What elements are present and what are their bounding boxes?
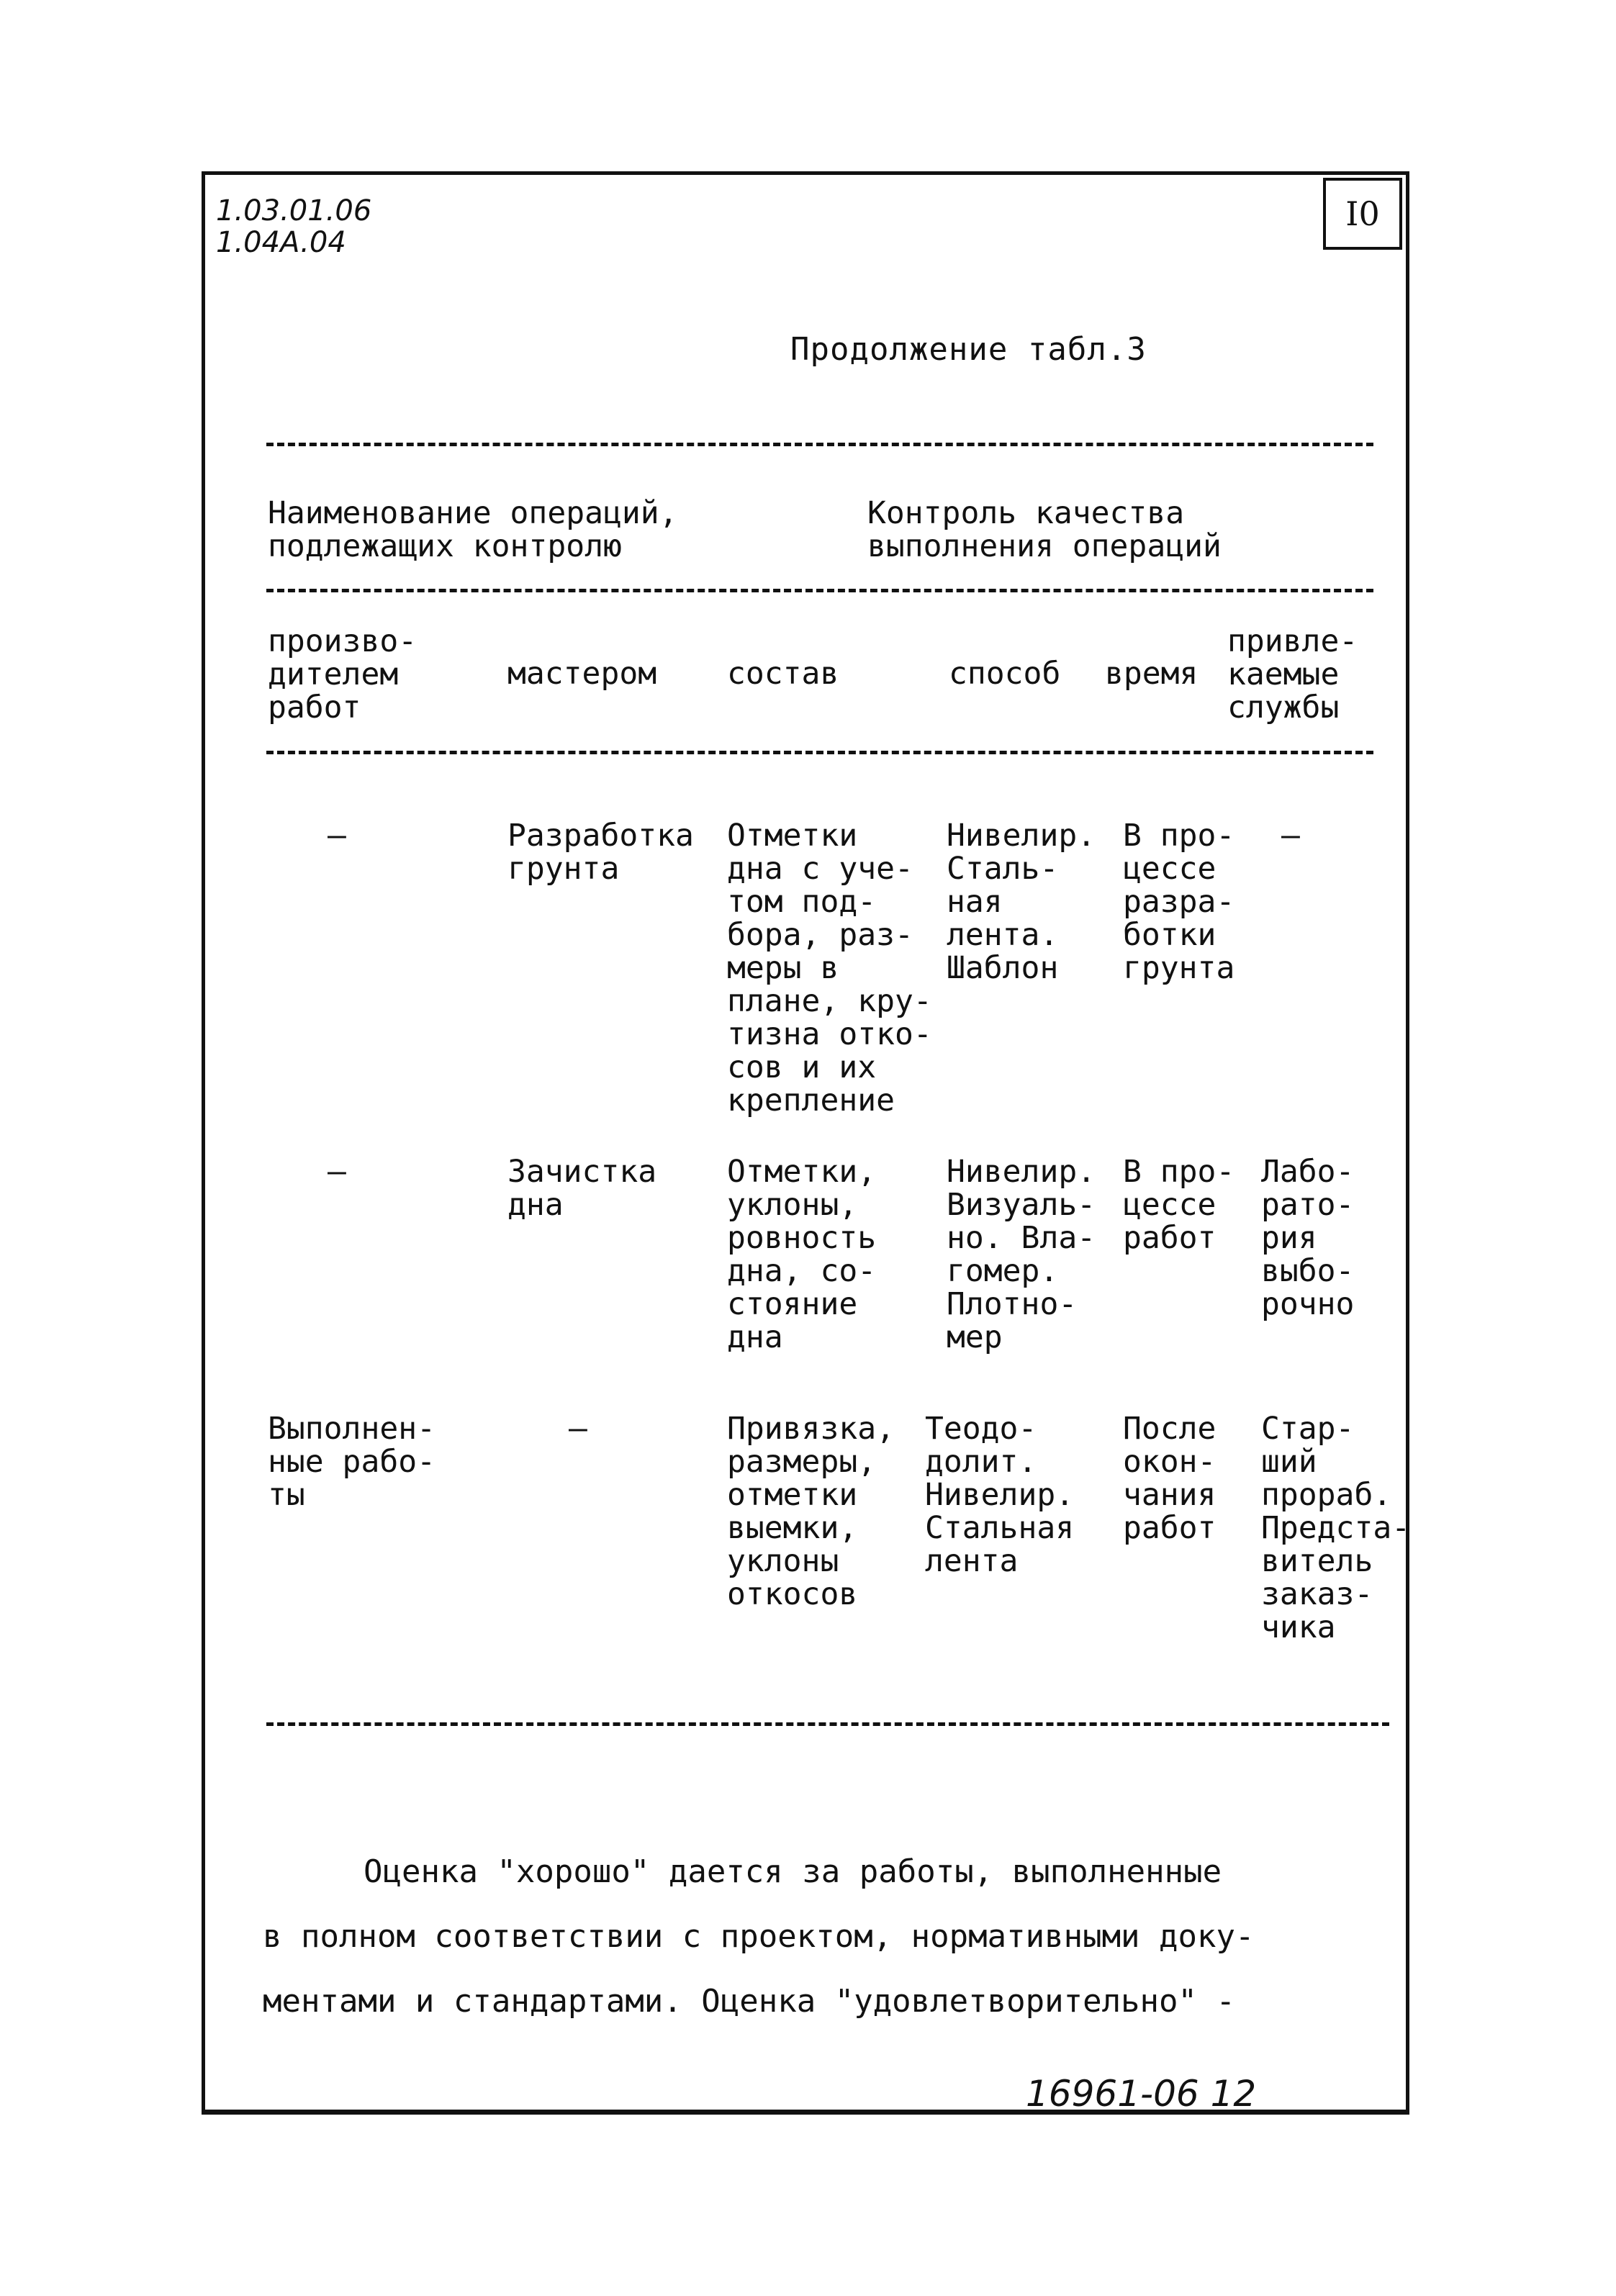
document-code-1: 1.03.01.06 xyxy=(216,194,372,227)
table-caption: Продолжение табл.3 xyxy=(790,331,1147,368)
table-top-rule xyxy=(266,443,1373,446)
table-cell: Зачистка дна xyxy=(507,1154,657,1223)
table-cell: – xyxy=(328,1154,346,1190)
table-cell: В про- цессе работ xyxy=(1123,1154,1235,1256)
table-cell: – xyxy=(1281,818,1300,854)
table-bottom-rule xyxy=(266,1722,1389,1726)
table-cell: Выполнен- ные рабо- ты xyxy=(268,1411,435,1513)
table-cell: – xyxy=(328,818,346,854)
column-header-services: привле- каемые службы xyxy=(1227,623,1358,726)
document-code-2: 1.04A.04 xyxy=(216,226,346,259)
table-columns-rule xyxy=(266,751,1373,754)
table-cell: Отметки дна с уче- том под- бора, раз- меры в плане, кру- тизна отко- сов и их крепление xyxy=(727,818,932,1118)
table-cell: В про- цессе разра- ботки грунта xyxy=(1123,818,1235,986)
page-frame xyxy=(202,171,1409,2115)
column-header-time: время xyxy=(1105,656,1199,692)
paragraph-line: Оценка "хорошо" дается за работы, выполненные xyxy=(364,1853,1222,1890)
column-header-method: способ xyxy=(949,656,1061,692)
table-cell: Нивелир. Сталь- ная лента. Шаблон xyxy=(947,818,1096,986)
paragraph-line: в полном соответствии с проектом, нормативными доку- xyxy=(263,1918,1255,1955)
table-cell: Теодо- долит. Нивелир. Стальная лента xyxy=(925,1411,1075,1579)
table-header-rule xyxy=(266,589,1373,592)
table-cell: Разработка грунта xyxy=(507,818,694,887)
column-header-composition: состав xyxy=(727,656,839,692)
table-cell: Привязка, размеры, отметки выемки, уклоны откосов xyxy=(727,1411,895,1612)
paragraph-line: ментами и стандартами. Оценка "удовлетворительно" - xyxy=(263,1983,1236,2020)
column-header-foreman: мастером xyxy=(507,656,657,692)
page-number: I0 xyxy=(1323,178,1402,250)
table-cell: Лабо- рато- рия выбо- рочно xyxy=(1261,1154,1355,1322)
table-cell: – xyxy=(569,1411,587,1447)
table-cell: Стар- ший прораб. Предста- витель заказ- чика xyxy=(1261,1411,1411,1645)
group-header-quality-control: Контроль качества выполнения операций xyxy=(867,495,1222,564)
column-header-producer: произво- дителем работ xyxy=(268,623,417,726)
table-cell: Отметки, уклоны, ровность дна, со- стояние дна xyxy=(727,1154,877,1355)
group-header-operations: Наименование операций, подлежащих контролю xyxy=(268,495,678,564)
handwritten-inventory-number: 16961-06 12 xyxy=(1026,2073,1257,2115)
table-cell: После окон- чания работ xyxy=(1123,1411,1216,1546)
table-cell: Нивелир. Визуаль- но. Вла- гомер. Плотно- мер xyxy=(947,1154,1096,1355)
